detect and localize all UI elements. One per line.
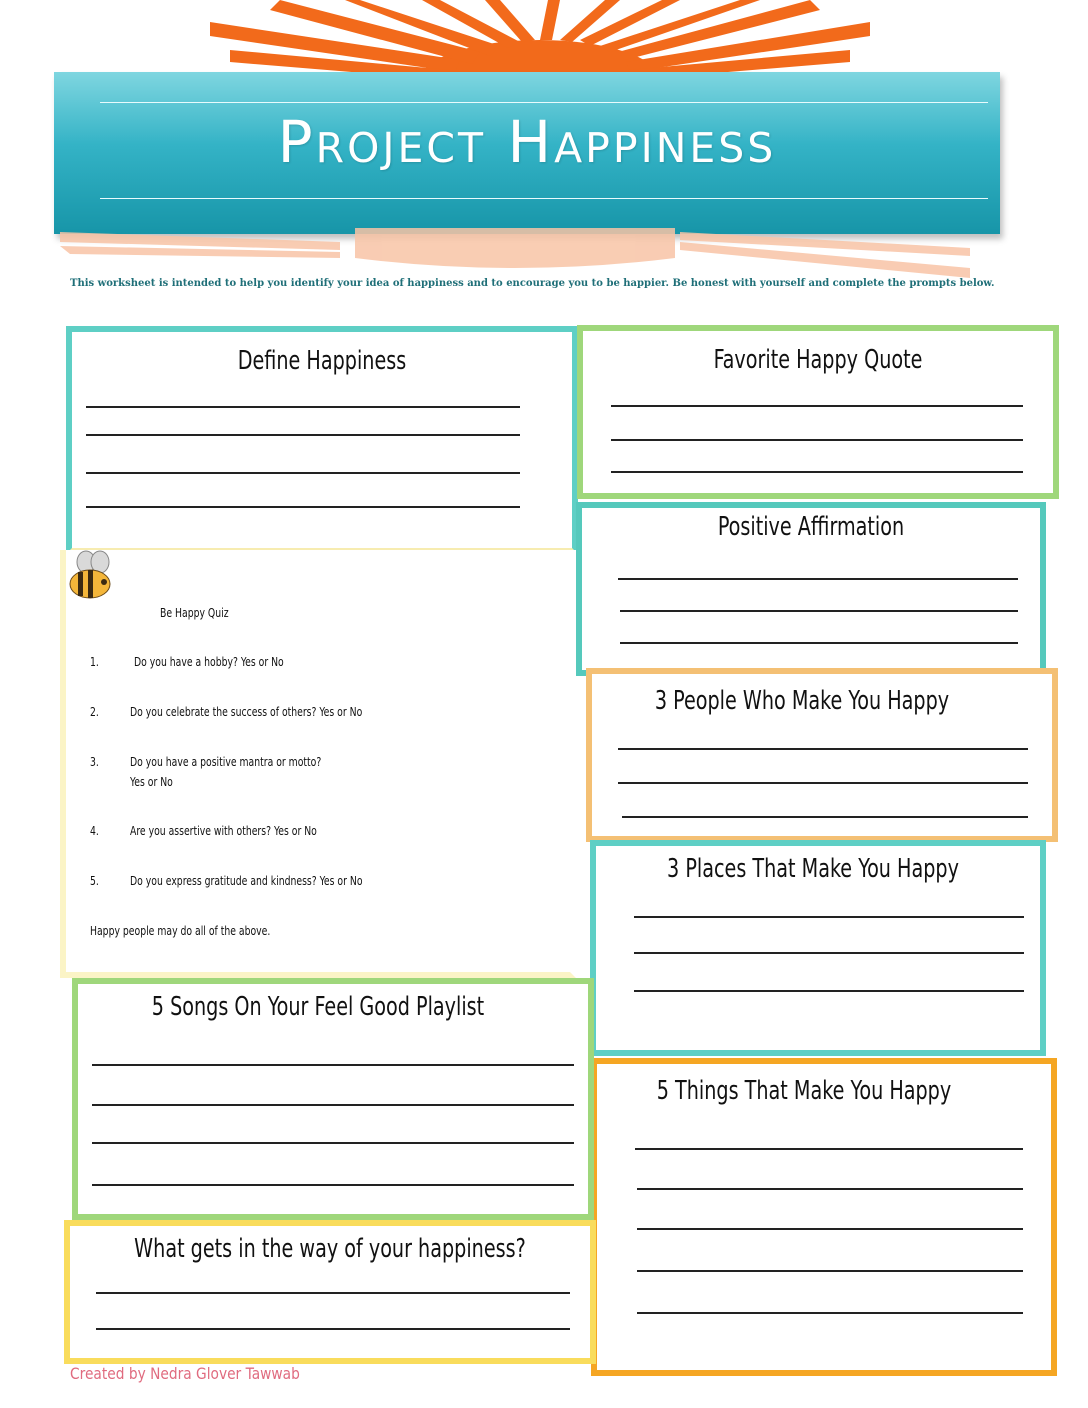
writing-line[interactable] xyxy=(637,1188,1023,1190)
quiz-item-number: 2. xyxy=(90,705,99,719)
bee-icon xyxy=(66,550,118,602)
writing-line[interactable] xyxy=(92,1184,574,1186)
things-title: 5 Things That Make You Happy xyxy=(656,1076,952,1106)
favorite-quote-box xyxy=(577,325,1059,499)
title-banner xyxy=(54,72,1000,234)
writing-line[interactable] xyxy=(618,748,1028,750)
writing-line[interactable] xyxy=(611,439,1023,441)
writing-line[interactable] xyxy=(611,405,1023,407)
obstacles-title: What gets in the way of your happiness? xyxy=(134,1234,526,1264)
credit-text: Created by Nedra Glover Tawwab xyxy=(70,1364,300,1383)
quiz-item-text: Are you assertive with others? Yes or No xyxy=(130,824,317,838)
quiz-item-text: Do you express gratitude and kindness? Yes or No xyxy=(130,874,363,888)
writing-line[interactable] xyxy=(618,578,1018,580)
writing-line[interactable] xyxy=(611,471,1023,473)
sun-graphic xyxy=(60,0,1020,80)
places-box xyxy=(590,840,1046,1056)
quiz-item-number: 4. xyxy=(90,824,99,838)
quiz-title: Be Happy Quiz xyxy=(160,606,229,620)
quiz-item-number: 1. xyxy=(90,655,99,669)
writing-line[interactable] xyxy=(86,506,520,508)
people-title: 3 People Who Make You Happy xyxy=(654,686,950,716)
quiz-panel xyxy=(60,550,576,978)
writing-line[interactable] xyxy=(635,1148,1023,1150)
writing-line[interactable] xyxy=(92,1142,574,1144)
positive-affirmation-title: Positive Affirmation xyxy=(717,512,905,542)
banner-rule-top xyxy=(100,102,988,103)
quiz-item-text: Do you celebrate the success of others? Yes or No xyxy=(130,705,363,719)
writing-line[interactable] xyxy=(637,1312,1023,1314)
writing-line[interactable] xyxy=(618,782,1028,784)
writing-line[interactable] xyxy=(634,990,1024,992)
writing-line[interactable] xyxy=(86,434,520,436)
writing-line[interactable] xyxy=(634,916,1024,918)
writing-line[interactable] xyxy=(92,1064,574,1066)
songs-title: 5 Songs On Your Feel Good Playlist xyxy=(151,992,485,1022)
writing-line[interactable] xyxy=(637,1228,1023,1230)
quiz-footer: Happy people may do all of the above. xyxy=(90,924,271,938)
quiz-item-number: 5. xyxy=(90,874,99,888)
writing-line[interactable] xyxy=(86,406,520,408)
quiz-item-text: Do you have a hobby? Yes or No xyxy=(134,655,284,669)
define-happiness-box xyxy=(66,326,578,554)
writing-line[interactable] xyxy=(86,472,520,474)
quiz-item-number: 3. xyxy=(90,755,99,769)
writing-line[interactable] xyxy=(620,610,1018,612)
people-box xyxy=(586,668,1058,842)
songs-box xyxy=(72,978,594,1220)
writing-line[interactable] xyxy=(634,952,1024,954)
define-happiness-title: Define Happiness xyxy=(237,346,407,376)
quiz-item-text-continued: Yes or No xyxy=(130,775,173,789)
writing-line[interactable] xyxy=(96,1292,570,1294)
favorite-quote-title: Favorite Happy Quote xyxy=(713,345,923,375)
places-title: 3 Places That Make You Happy xyxy=(667,854,959,884)
page-title: Project Happiness xyxy=(277,108,777,176)
writing-line[interactable] xyxy=(96,1328,570,1330)
writing-line[interactable] xyxy=(92,1104,574,1106)
writing-line[interactable] xyxy=(620,642,1018,644)
things-box xyxy=(591,1058,1057,1376)
positive-affirmation-box xyxy=(576,502,1046,676)
obstacles-box xyxy=(64,1220,596,1364)
writing-line[interactable] xyxy=(622,816,1028,818)
intro-text: This worksheet is intended to help you identify your idea of happiness and to encourage you to be happier. Be honest with yourself and complete the prompts below. xyxy=(70,278,995,289)
writing-line[interactable] xyxy=(637,1270,1023,1272)
banner-rule-bottom xyxy=(100,198,988,199)
quiz-item-text: Do you have a positive mantra or motto? xyxy=(130,755,322,769)
